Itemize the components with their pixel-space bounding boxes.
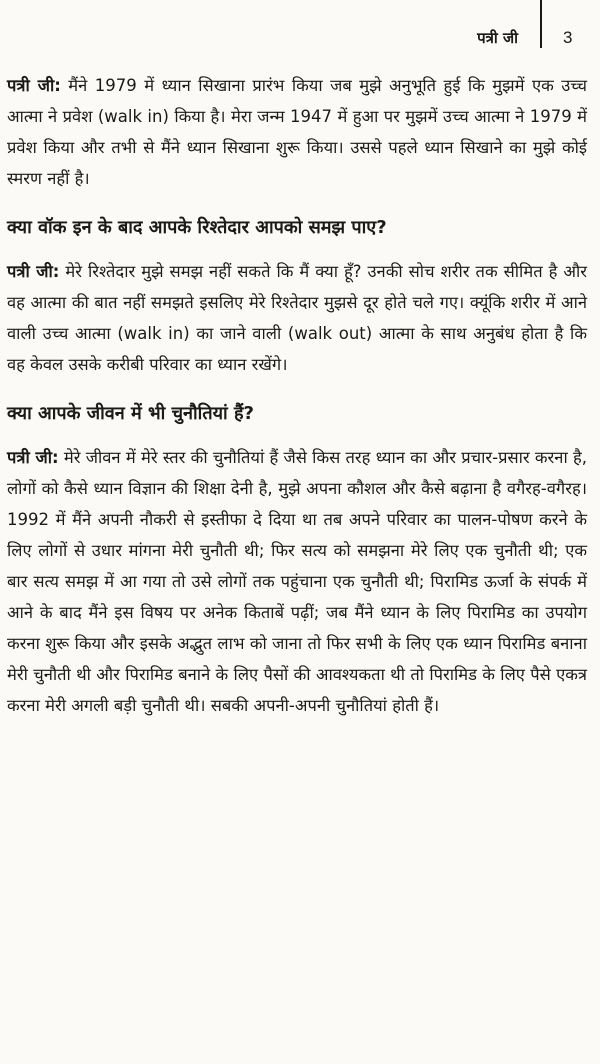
running-title: पत्री जी: [477, 29, 518, 47]
answer-paragraph-3: [7, 442, 587, 721]
answer-text: मेरे जीवन में मेरे स्तर की चुनौतियां हैं जैसे किस तरह ध्यान का और प्रचार-प्रसार करना है, लोगों को कैसे ध्यान विज्ञान की शिक्षा देनी है, मुझे अपना कौशल और कैसे बढ़ाना है वगैरह-वगैरह। 1992 में मैंने अपनी नौकरी से इस्तीफा दे दिया था तब अपने परिवार का पालन-पोषण करने के लिए लोगों से उधार मांगना मेरी चुनौती थी; फिर सत्य को समझना मेरे लिए एक चुनौती थी; एक बार सत्य समझ में आ गया तो उसे लोगों तक पहुंचाना एक चुनौती थी; पिरामिड ऊर्जा के संपर्क में आने के बाद मैंने इस विषय पर अनेक किताबें पढ़ीं; जब मैंने ध्यान के लिए पिरामिड का उपयोग करना शुरू किया और इसके अद्भुत लाभ को जाना तो फिर सभी के लिए एक ध्यान पिरामिड बनाना मेरी चुनौती थी और पिरामिड बनाने के लिए पैसों की आवश्यकता थी तो पिरामिड के लिए पैसे एकत्र करना मेरी अगली बड़ी चुनौती थी। सबकी अपनी-अपनी चुनौतियां होती हैं।: [7, 448, 587, 715]
speaker-label: पत्री जी:: [7, 448, 59, 467]
answer-paragraph-2: [7, 256, 587, 380]
header-divider: [540, 0, 542, 48]
answer-paragraph-1: [7, 70, 587, 194]
answer-text: मेरे रिश्तेदार मुझे समझ नहीं सकते कि मैं क्या हूँ? उनकी सोच शरीर तक सीमित है और वह आत्मा की बात नहीं समझते इसलिए मेरे रिश्तेदार मुझसे दूर होते चले गए। क्यूंकि शरीर में आने वाली उच्च आत्मा (walk in) का जाने वाली (walk out) आत्मा के साथ अनुबंध होता है कि वह केवल उसके करीबी परिवार का ध्यान रखेंगे।: [7, 262, 587, 374]
question-heading-2: क्या आपके जीवन में भी चुनौतियां हैं?: [7, 403, 254, 424]
page-body: [7, 70, 587, 721]
answer-text: मैंने 1979 में ध्यान सिखाना प्रारंभ किया जब मुझे अनुभूति हुई कि मुझमें एक उच्च आत्मा ने प्रवेश (walk in) किया है। मेरा जन्म 1947 में हुआ पर मुझमें उच्च आत्मा ने 1979 में प्रवेश किया और तभी से मैंने ध्यान सिखाना शुरू किया। उससे पहले ध्यान सिखाने का मुझे कोई स्मरण नहीं है।: [7, 76, 587, 188]
speaker-label: पत्री जी:: [7, 76, 61, 95]
page-header: [0, 0, 600, 50]
question-heading-1: क्या वॉक इन के बाद आपके रिश्तेदार आपको समझ पाए?: [7, 217, 387, 238]
speaker-label: पत्री जी:: [7, 262, 60, 281]
page-number: 3: [563, 28, 573, 47]
